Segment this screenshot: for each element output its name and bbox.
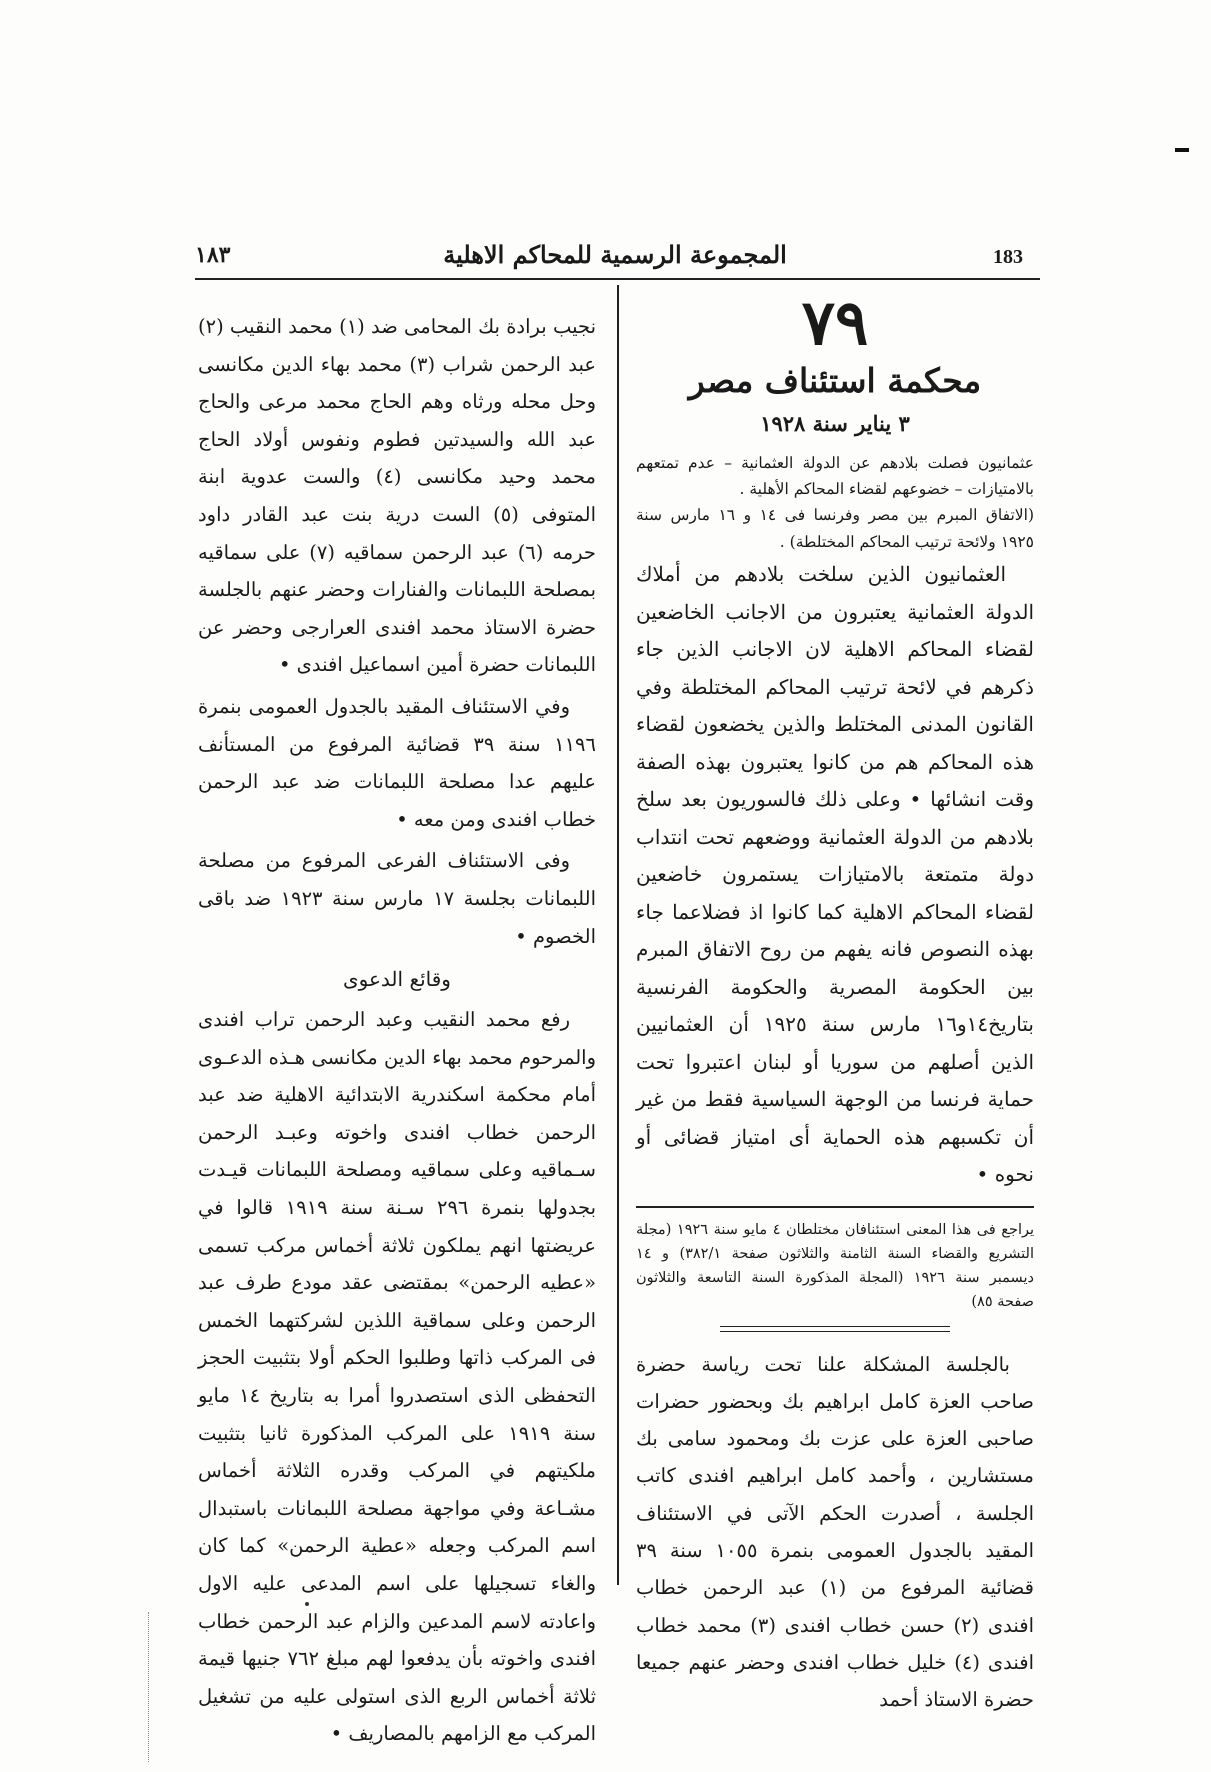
left-column bbox=[198, 308, 596, 1753]
headnote-reference: (الاتفاق المبرم بين مصر وفرنسا فى ١٤ و ١٦ مارس سنة ١٩٢٥ ولائحة ترتيب المحاكم المختلطة) . bbox=[636, 506, 1034, 551]
session-text: بالجلسة المشكلة علنا تحت رياسة حضرة صاحب العزة كامل ابراهيم بك وبحضور حضرات صاحبى العزة على عزت بك ومحمود سامى بك مستشارين ، وأحمد كامل ابراهيم افندى كاتب الجلسة ، أصدرت الحكم الآتى في الاستئناف المقيد بالجدول العمومى بنمرة ١٠٥٥ سنة ٣٩ قضائية المرفوع من (١) عبد الرحمن خطاب افندى (٢) حسن خطاب افندى (٣) محمد خطاب افندى (٤) خليل خطاب افندى وحضر عنهم جميعا حضرة الاستاذ أحمد bbox=[636, 1352, 1034, 1712]
facts-heading: وقائع الدعوى bbox=[343, 967, 451, 992]
page-header bbox=[195, 238, 1035, 278]
footnote-double-rule bbox=[720, 1326, 951, 1332]
header-rule bbox=[195, 278, 1040, 280]
right-column bbox=[636, 286, 1035, 1718]
cross-appeal-paragraph: وفى الاستئناف الفرعى المرفوع من مصلحة اللبمانات بجلسة ١٧ مارس سنة ١٩٢٣ ضد باقى الخصوم • bbox=[198, 849, 596, 948]
page-number-arabic: ١٨٣ bbox=[195, 242, 231, 268]
stray-mark bbox=[305, 1602, 309, 1606]
case-number: ٧٩ bbox=[801, 286, 869, 359]
page-number-latin: 183 bbox=[993, 246, 1023, 268]
column-divider bbox=[617, 285, 619, 1585]
facts-paragraph: رفع محمد النقيب وعبد الرحمن تراب افندى والمرحوم محمد بهاء الدين مكانسى هـذه الدعـوى أمام محكمة اسكندرية الابتدائية الاهلية ضد عبد الرحمن خطاب افندى واخوته وعبـد الرحمن سـماقيه وعلى سماقيه ومصلحة اللبمانات قيـدت بجدولها بنمرة ٢٩٦ سـنة سنة ١٩١٩ قالوا في عريضتها انهم يملكون ثلاثة أخماس مركب تسمى «عطيه الرحمن» بمقتضى عقد مودع طرف عبد الرحمن وعلى سماقية اللذين لشركتهما الخمس فى المركب ذاتها وطلبوا الحكم أولا بتثبيت الحجز التحفظى الذى استصدروا أمرا به بتاريخ ١٤ مايو سنة ١٩١٩ على المركب المذكورة ثانيا بتثبيت ملكيتهم في المركب وقدره الثلاثة أخماس مشـاعة وفي مواجهة مصلحة اللبمانات باستبدال اسم المركب وجعله «عطية الرحمن» كما كان والغاء تسجيلها على اسم المدعى عليه الاول واعادته لاسم المدعين والزام عبد الرحمن خطاب افندى واخوته بأن يدفعوا لهم مبلغ ٧٦٢ جنيها قيمة ثلاثة أخماس الربع الذى استولى عليه من تشغيل المركب مع الزامهم بالمصاريف • bbox=[198, 1008, 596, 1746]
margin-dotted-line bbox=[148, 1612, 151, 1762]
edge-mark bbox=[1175, 148, 1189, 152]
parties-paragraph: نجيب برادة بك المحامى ضد (١) محمد النقيب (٢) عبد الرحمن شراب (٣) محمد بهاء الدين مكانسى وحل محله ورثاه وهم الحاج محمد مرعى والحاج عبد الله والسيدتين فطوم ونفوس أولاد الحاج محمد وحيد مكانسى (٤) والست عدوية ابنة المتوفى (٥) الست درية بنت عبد القادر داود حرمه (٦) عبد الرحمن سماقيه (٧) على سماقيه بمصلحة اللبمانات والفنارات وحضر عنهم بالجلسة حضرة الاستاذ محمد افندى العرارجى وحضر عن اللبمانات حضرة أمين اسماعيل افندى • bbox=[198, 315, 596, 677]
footnote: يراجع فى هذا المعنى استئنافان مختلطان ٤ مايو سنة ١٩٢٦ (مجلة التشريع والقضاء السنة الثامنة والثلاثون صفحة ٣٨٢/١) و ١٤ ديسمبر سنة ١٩٢٦ (المجلة المذكورة السنة التاسعة والثلاثون صفحة ٨٥) bbox=[636, 1221, 1035, 1310]
footnote-rule bbox=[636, 1206, 1034, 1208]
running-title: المجموعة الرسمية للمحاكم الاهلية bbox=[443, 240, 787, 269]
appeal-paragraph: وفي الاستئناف المقيد بالجدول العمومى بنمرة ١١٩٦ سنة ٣٩ قضائية المرفوع من المستأنف عليهم عدا مصلحة اللبمانات ضد عبد الرحمن خطاب افندى ومن معه • bbox=[198, 694, 596, 831]
headnote: عثمانيون فصلت بلادهم عن الدولة العثمانية – عدم تمتعهم بالامتيازات – خضوعهم لقضاء المحاكم الأهلية . bbox=[636, 454, 1034, 498]
court-name: محكمة استئناف مصر bbox=[688, 361, 982, 400]
legal-principle: العثمانيون الذين سلخت بلادهم من أملاك الدولة العثمانية يعتبرون من الاجانب الخاضعين لقضاء المحاكم الاهلية لان الاجانب الذين جاء ذكرهم في لائحة ترتيب المحاكم المختلطة وفي القانون المدنى المختلط والذين يخضعون لقضاء هذه المحاكم هم من كانوا يعتبرون بهذه الصفة وقت انشائها • وعلى ذلك فالسوريون بعد سلخ بلادهم من الدولة العثمانية ووضعهم تحت انتداب دولة متمتعة بالامتيازات يستمرون خاضعين لقضاء المحاكم الاهلية كما كانوا اذ فضلاعما جاء بهذه النصوص فانه يفهم من روح الاتفاق المبرم بين الحكومة المصرية والحكومة الفرنسية بتاريخ١٤و١٦ مارس سنة ١٩٢٥ أن العثمانيين الذين أصلهم من سوريا أو لبنان اعتبروا تحت حماية فرنسا من الوجهة السياسية فقط من غير أن تكسبهم هذه الحماية أى امتياز قضائى أو نحوه • bbox=[636, 562, 1034, 1186]
judgment-date: ٣ يناير سنة ١٩٢٨ bbox=[760, 411, 910, 436]
